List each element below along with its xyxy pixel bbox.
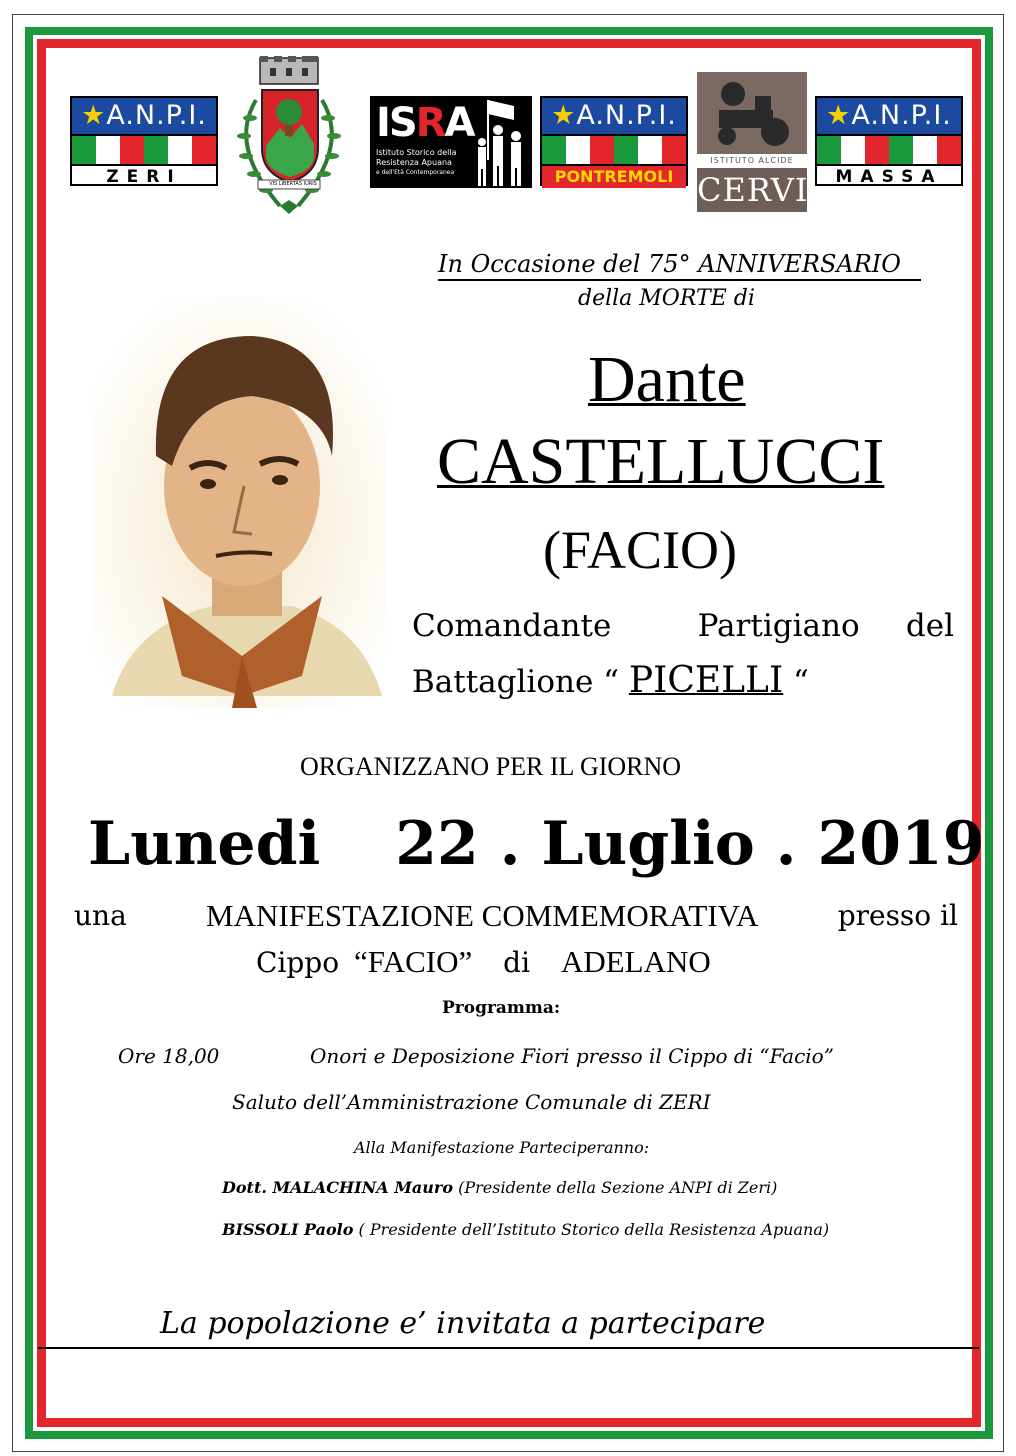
participant-1-role: (Presidente della Sezione ANPI di Zeri) — [458, 1178, 778, 1197]
crest-icon — [222, 56, 357, 216]
comune-zeri-crest — [222, 56, 357, 216]
event-date — [88, 806, 984, 882]
program-time: Ore 18,00 — [118, 1044, 220, 1068]
star-icon: ★ — [826, 100, 852, 131]
partisans-silhouette-icon — [474, 96, 532, 188]
role-word-battaglione: Battaglione “ — [412, 664, 620, 700]
cervi-label: ISTITUTO ALCIDE — [697, 154, 807, 168]
death-line: della MORTE di — [578, 286, 755, 311]
participants-title: Alla Manifestazione Parteciperanno: — [354, 1138, 650, 1157]
organize-line: ORGANIZZANO PER IL GIORNO — [300, 752, 682, 781]
event-day: Lunedi — [88, 809, 321, 879]
tractor-icon — [697, 72, 807, 154]
tricolor-stripes — [817, 134, 961, 166]
desc-facio: “FACIO” — [354, 944, 473, 979]
battalion-name: PICELLI — [628, 660, 784, 701]
star-icon: ★ — [81, 100, 107, 131]
role-line-2 — [412, 661, 809, 702]
participant-2-name: BISSOLI Paolo — [222, 1220, 354, 1239]
role-word-del: del — [905, 608, 954, 644]
istituto-cervi-logo — [697, 72, 807, 212]
isra-logo — [370, 96, 532, 188]
anpi-zeri-place: ZERI — [106, 167, 182, 187]
footer-rule — [38, 1347, 979, 1349]
anpi-zeri-title: A.N.P.I. — [106, 100, 207, 131]
isra-title: ISRA — [376, 100, 474, 146]
role-word-partigiano: Partigiano — [697, 608, 860, 644]
first-name: Dante — [588, 343, 746, 416]
anpi-pontremoli-logo — [540, 96, 688, 186]
portrait-icon — [92, 296, 386, 708]
desc-word-di: di — [503, 946, 531, 979]
last-name: CASTELLUCCI — [437, 425, 885, 498]
anpi-massa-place: MASSA — [835, 167, 943, 187]
anpi-zeri-logo — [70, 96, 218, 186]
red-border — [37, 39, 981, 1427]
star-icon: ★ — [551, 100, 577, 131]
closing-quote: “ — [793, 664, 809, 700]
portrait-photo — [92, 296, 386, 708]
participant-1-name: Dott. MALACHINA Mauro — [222, 1178, 454, 1197]
event-desc-line-2 — [256, 944, 711, 981]
role-line-1 — [412, 606, 954, 646]
isra-subtitle: Istituto Storico della Resistenza Apuana e dell'Età Contemporanea — [376, 148, 457, 176]
event-location: ADELANO — [560, 944, 711, 979]
cervi-name: CERVI — [697, 168, 807, 212]
participant-2 — [222, 1220, 829, 1239]
crest-ribbon: VIS LIBERTAS IURIS — [269, 181, 317, 187]
anpi-pontremoli-title: A.N.P.I. — [576, 100, 677, 131]
anniversary-line: In Occasione del 75° ANNIVERSARIO — [438, 249, 921, 281]
participant-1 — [222, 1178, 777, 1197]
anpi-massa-logo — [815, 96, 963, 186]
participant-2-role: ( Presidente dell’Istituto Storico della Resistenza Apuana) — [358, 1220, 830, 1239]
invite-line: La popolazione e’ invitata a partecipare — [160, 1306, 766, 1341]
nickname: (FACIO) — [543, 520, 737, 580]
anpi-massa-title: A.N.P.I. — [851, 100, 952, 131]
event-date-value: 22 . Luglio . 2019 — [395, 809, 985, 879]
desc-word-una: una — [74, 899, 127, 932]
anpi-pontremoli-place: PONTREMOLI — [542, 166, 686, 188]
event-type: MANIFESTAZIONE COMMEMORATIVA — [206, 898, 759, 933]
role-word-comandante: Comandante — [412, 608, 612, 644]
desc-word-presso: presso il — [837, 899, 958, 932]
program-title: Programma: — [442, 998, 561, 1018]
program-item-1: Onori e Deposizione Fiori presso il Cippo di “Facio” — [310, 1044, 834, 1068]
program-item-2: Saluto dell’Amministrazione Comunale di ZERI — [232, 1090, 711, 1114]
event-desc-line-1 — [74, 898, 958, 934]
tricolor-stripes — [72, 134, 216, 166]
tricolor-stripes — [542, 134, 686, 166]
desc-word-cippo: Cippo — [256, 946, 340, 979]
